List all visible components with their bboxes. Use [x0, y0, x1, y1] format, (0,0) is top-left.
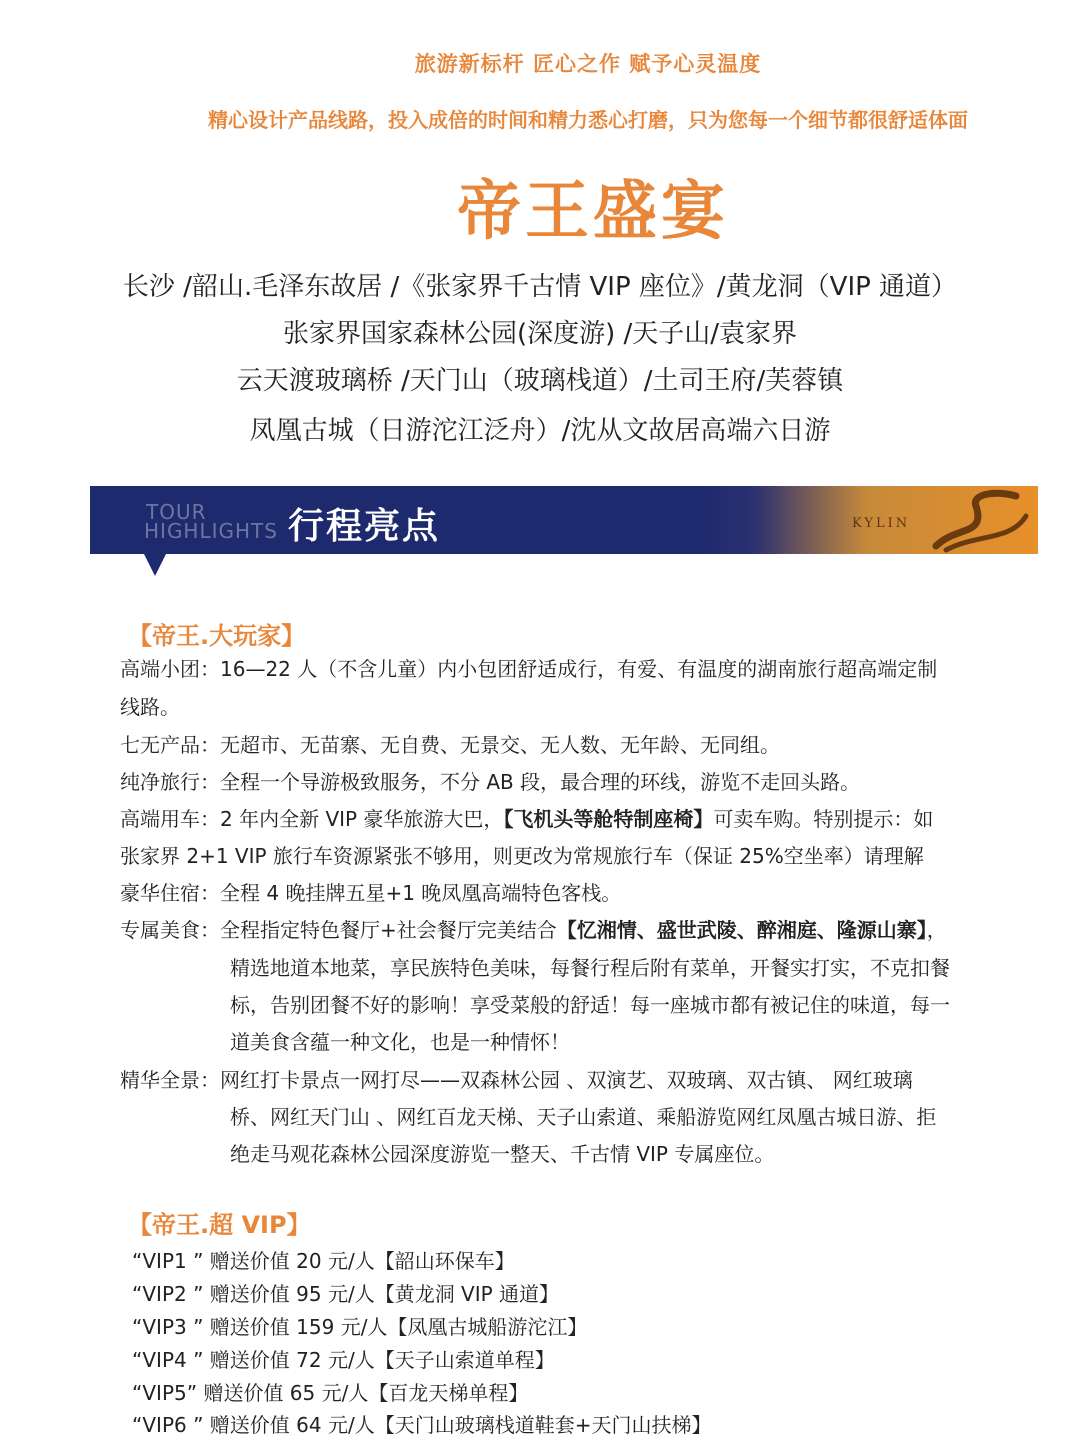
vip-item: “VIP4 ” 赠送价值 72 元/人【天子山索道单程】 — [132, 1348, 555, 1372]
highlight-line: 线路。 — [120, 695, 180, 719]
text-segment: 专属美食：全程指定特色餐厅+社会餐厅完美结合 — [120, 918, 557, 942]
vip-item: “VIP5” 赠送价值 65 元/人【百龙天梯单程】 — [132, 1381, 529, 1405]
highlight-line: 绝走马观花森林公园深度游览一整天、千古情 VIP 专属座位。 — [230, 1142, 775, 1166]
text-segment: ， — [926, 918, 947, 942]
highlight-line: 高端小团：16—22 人（不含儿童）内小包团舒适成行，有爱、有温度的湖南旅行超高端定制 — [120, 657, 938, 681]
highlight-line: 精选地道本地菜，享民族特色美味，每餐行程后附有菜单，开餐实打实，不克扣餐 — [230, 956, 950, 980]
highlight-line — [120, 914, 947, 943]
text-segment-bold: 【忆湘情、盛世武陵、醉湘庭、隆源山寨】 — [556, 918, 927, 942]
route-line-1: 长沙 /韶山.毛泽东故居 /《张家界千古情 VIP 座位》/黄龙洞（VIP 通道） — [122, 272, 958, 302]
route-line-4: 凤凰古城（日游沱江泛舟）/沈从文故居高端六日游 — [249, 416, 831, 446]
highlight-line: 标，告别团餐不好的影响！享受菜般的舒适！每一座城市都有被记住的味道，每一 — [230, 993, 950, 1017]
header-slogan: 旅游新标杆 匠心之作 赋予心灵温度 — [414, 52, 762, 76]
vip-item: “VIP1 ” 赠送价值 20 元/人【韶山环保车】 — [132, 1249, 515, 1273]
highlight-line: 桥、网红天门山 、网红百龙天梯、天子山索道、乘船游览网红凤凰古城日游、拒 — [230, 1105, 937, 1129]
banner-brand: KYLIN — [852, 516, 911, 531]
highlight-line: 纯净旅行：全程一个导游极致服务，不分 AB 段，最合理的环线，游览不走回头路。 — [120, 770, 861, 794]
highlight-line: 精华全景：网红打卡景点一网打尽——双森林公园 、双演艺、双玻璃、双古镇、 网红玻璃 — [120, 1068, 913, 1092]
route-line-2: 张家界国家森林公园(深度游) /天子山/袁家界 — [282, 319, 798, 349]
vip-item: “VIP2 ” 赠送价值 95 元/人【黄龙洞 VIP 通道】 — [132, 1282, 560, 1306]
vip-item: “VIP3 ” 赠送价值 159 元/人【凤凰古城船游沱江】 — [132, 1315, 588, 1339]
vip-item: “VIP6 ” 赠送价值 64 元/人【天门山玻璃栈道鞋套+天门山扶梯】 — [132, 1413, 712, 1437]
banner-title: 行程亮点 — [288, 506, 441, 547]
text-segment-bold: 【飞机头等舱特制座椅】 — [503, 807, 714, 831]
highlight-line — [120, 803, 933, 832]
banner-en-line1: TOUR — [146, 500, 207, 524]
text-segment: 高端用车：2 年内全新 VIP 豪华旅游大巴， — [120, 807, 504, 831]
banner-en-line2: HIGHLIGHTS — [144, 519, 278, 543]
highlight-line: 张家界 2+1 VIP 旅行车资源紧张不够用，则更改为常规旅行车（保证 25%空坐率）请理解 — [120, 844, 924, 868]
text-segment: 可卖车购。特别提示：如 — [713, 807, 934, 831]
section-title-vip: 【帝王.超 VIP】 — [128, 1211, 311, 1239]
banner-pointer — [144, 554, 166, 576]
section-title-player: 【帝王.大玩家】 — [128, 622, 306, 650]
highlight-line: 七无产品：无超市、无苗寨、无自费、无景交、无人数、无年龄、无同组。 — [120, 733, 780, 757]
header-tagline: 精心设计产品线路，投入成倍的时间和精力悉心打磨，只为您每一个细节都很舒适体面 — [208, 108, 968, 132]
page-title: 帝王盛宴 — [457, 175, 729, 249]
brand-logo-icon — [916, 486, 1036, 554]
highlight-line: 豪华住宿：全程 4 晚挂牌五星+1 晚凤凰高端特色客栈。 — [120, 881, 622, 905]
route-line-3: 云天渡玻璃桥 /天门山（玻璃栈道）/土司王府/芙蓉镇 — [236, 366, 844, 396]
highlight-line: 道美食含蕴一种文化，也是一种情怀！ — [230, 1030, 570, 1054]
